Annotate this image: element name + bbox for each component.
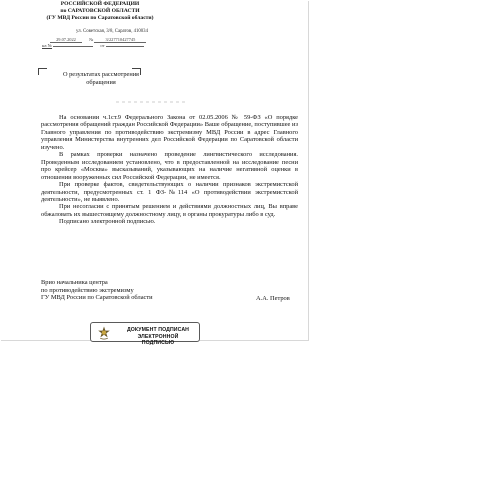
reference-line [42, 43, 144, 48]
reference-on-label: на № [42, 43, 53, 48]
registration-date: 29.07.2022 [50, 37, 82, 43]
stamp-line-1: ДОКУМЕНТ ПОДПИСАН [126, 327, 190, 333]
mvd-emblem-icon [97, 326, 111, 340]
subject-corner-left [38, 68, 47, 75]
letterhead-line-1: РОССИЙСКОЙ ФЕДЕРАЦИИ [60, 1, 140, 7]
subject-line-2: обращения [86, 78, 116, 86]
registration-number: 3/227710427745 [94, 37, 146, 43]
subject-block [55, 71, 147, 86]
body-paragraph-3: При проверке фактов, свидетельствующих о наличии признаков экстремистской деятельности, предусмотренных ст. 1 ФЗ-№114 «О противодействии экстремистской деятельности», не выявлено. [41, 181, 298, 203]
body-paragraph-2: В рамках проверки назначено проведение лингвистического исследования. Проведенным исследованием установлено, что в предоставленной на исследование песни про крейсер «Москва» высказываний, указывающих на наличие негативной оценки в отношении вооруженных сил Российской Федерации, не имеется. [41, 151, 298, 181]
letterhead-line-3: (ГУ МВД России по Саратовской области) [46, 15, 154, 21]
letter-page [0, 0, 308, 346]
salutation-placeholder [116, 101, 186, 103]
signature-position-1: Врио начальника центра [41, 279, 108, 286]
letterhead-address: ул. Советская, 3/8, Саратов, 410034 [76, 29, 148, 34]
registration-number-prefix: № [89, 37, 94, 42]
signature-block [41, 279, 153, 302]
body-paragraph-1: На основании ч.1ст.9 Федерального Закона от 02.05.2006 № 59-ФЗ «О порядке рассмотрения обращений граждан Российской Федерации» Ваше обращение, поступившее из Главного управления по противодействию экстремизму МВД России в адрес Главного управления Министерства внутренних дел Российской Федерации по Саратовской области изучено. [41, 114, 298, 151]
reference-from-label: от [100, 43, 105, 48]
body-paragraph-5: Подписано электронной подписью. [59, 218, 156, 226]
signature-position-3: ГУ МВД России по Саратовской области [41, 294, 153, 302]
letterhead-line-2: по САРАТОВСКОЙ ОБЛАСТИ [60, 8, 140, 14]
signature-position-2: по противодействию экстремизму [41, 286, 134, 294]
stamp-line-2: ЭЛЕКТРОННОЙ ПОДПИСЬЮ [137, 334, 179, 346]
signatory-name: А.А. Петров [256, 295, 290, 302]
body-paragraph-4: При несогласии с принятым решением и действиями должностных лиц, Вы вправе обжаловать их вышестоящему должностному лицу, в органы прокуратуры либо в суд. [41, 203, 298, 218]
letter-body [41, 114, 298, 226]
subject-line-1: О результатах рассмотрения [63, 71, 139, 78]
electronic-signature-stamp [90, 322, 200, 346]
